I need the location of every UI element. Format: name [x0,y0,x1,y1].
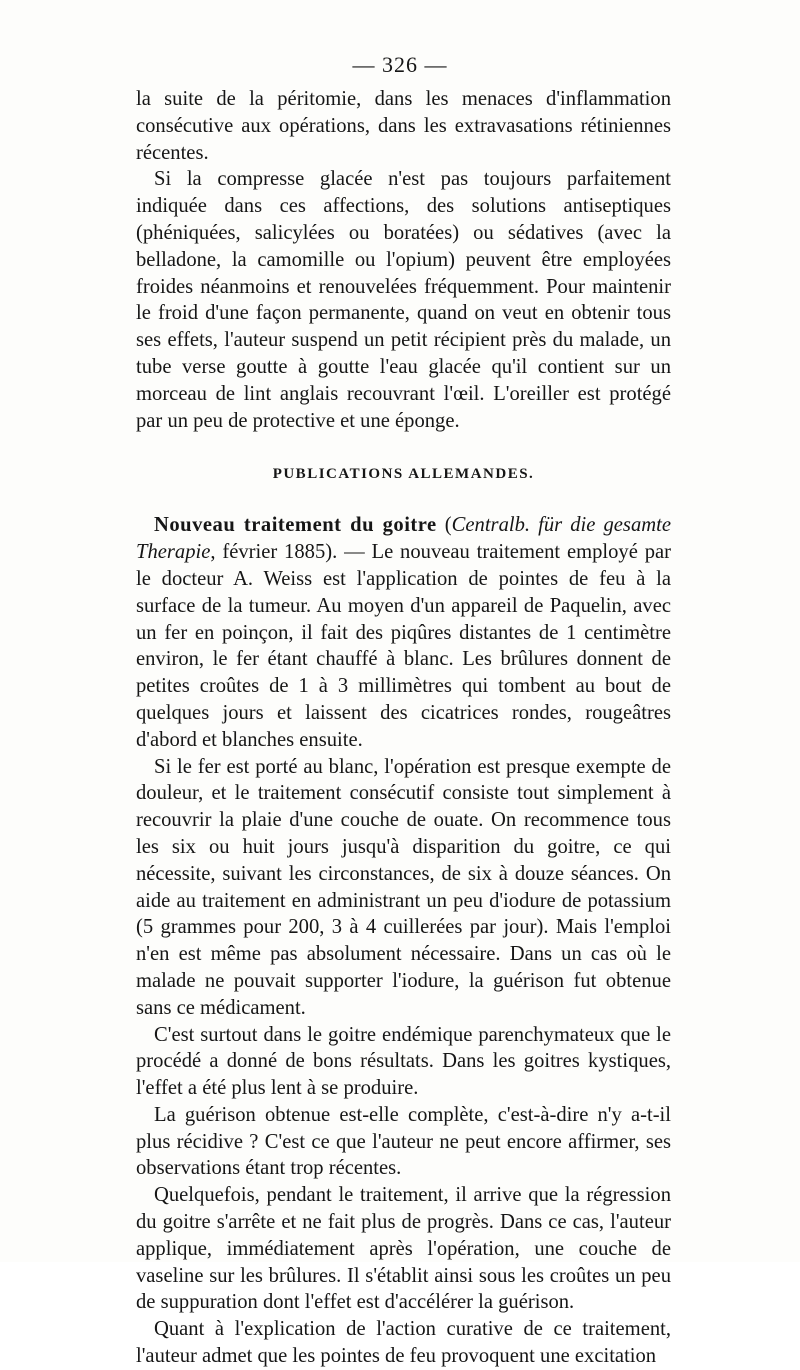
paragraph-explication: Quant à l'explication de l'action curative de ce traitement, l'auteur admet que les pointes de feu provoquent une excitation [136,1318,671,1368]
paragraph-quelquefois: Quelquefois, pendant le traitement, il arrive que la régression du goitre s'arrête et ne fait plus de progrès. Dans ce cas, l'auteur applique, immédiatement après l'opération, une couche de vaseline sur les brûlures. Il s'établit ainsi sous les croûtes un peu de suppuration dont l'effet est d'accélérer la guérison. [136,1184,671,1314]
body-text [136,86,671,1370]
article-paragraph [136,512,671,753]
article-first-text: Le nouveau traitement employé par le docteur A. Weiss est l'application de pointes de feu à la surface de la tumeur. Au moyen d'un appareil de Paquelin, avec un fer en poinçon, il fait des piqûres distantes de 1 centimètre environ, le fer étant chauffé à blanc. Les brûlures donnent de petites croûtes de 1 à 3 millimètres qui tombent au bout de quelques jours et laissent des cicatrices rondes, rougeâtres d'abord et blanches ensuite. [136,541,671,751]
paragraph-operation: Si le fer est porté au blanc, l'opération est presque exempte de douleur, et le traitement consécutif consiste tout simplement à recouvrir la plaie d'une couche de ouate. On recommence tous les six ou huit jours jusqu'à disparition du goitre, ce qui nécessite, suivant les circonstances, de six à douze séances. On aide au traitement en administrant un peu d'iodure de potassium (5 grammes pour 200, 3 à 4 cuillerées par jour). Mais l'emploi n'en est même pas absolument nécessaire. Dans un cas où le malade ne pouvait supporter l'iodure, la guérison fut obtenue sans ce médicament. [136,755,671,1019]
section-heading: PUBLICATIONS ALLEMANDES. [272,466,535,483]
article-title: Nouveau traitement du goitre [154,514,437,537]
article-source-date: , février 1885). — [210,541,372,564]
paragraph-compresse: Si la compresse glacée n'est pas toujours parfaitement indiquée dans ces affections, des solutions antiseptiques (phéniquées, salicylées ou boratées) ou sédatives (avec la belladone, la camomille ou l'opium) peuvent être employées froides néanmoins et renouvelées fréquemment. Pour maintenir le froid d'une façon permanente, quand on veut en obtenir tous ses effets, l'auteur suspend un petit récipient près du malade, un tube verse goutte à goutte l'eau glacée qu'il contient sur un morceau de lint anglais recouvrant l'œil. L'oreiller est protégé par un peu de protective et une éponge. [136,168,671,432]
page-number: — 326 — [352,52,448,77]
paragraph-goitre-endemique: C'est surtout dans le goitre endémique parenchymateux que le procédé a donné de bons résultats. Dans les goitres kystiques, l'effet a été plus lent à se produire. [136,1023,671,1100]
article-source-journal: Centralb. für die gesamte Therapie [136,514,671,564]
paragraph-continuation: la suite de la péritomie, dans les menaces d'inflammation consécutive aux opérations, dans les extravasations rétiniennes récentes. [136,88,671,164]
article-source-open: ( [436,514,452,537]
paragraph-guerison: La guérison obtenue est-elle complète, c'est-à-dire n'y a-t-il plus récidive ? C'est ce que l'auteur ne peut encore affirmer, ses observations étant trop récentes. [136,1103,671,1180]
